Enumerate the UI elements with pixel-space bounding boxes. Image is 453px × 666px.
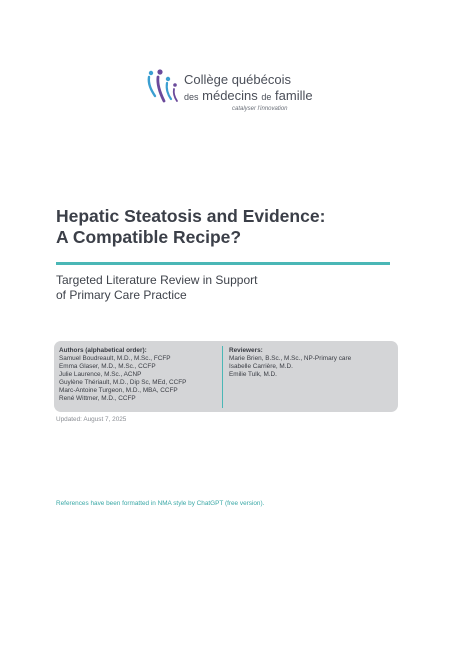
logo-word-de: de [261,92,272,102]
reviewer-item: Marie Brien, B.Sc., M.Sc., NP-Primary care [229,355,352,362]
logo-word-medecins: médecins [202,88,258,103]
reviewer-item: Emilie Tulk, M.D. [229,371,277,378]
title-line-2: A Compatible Recipe? [56,227,242,247]
title-divider [56,262,390,265]
reviewers-heading: Reviewers: [229,347,263,354]
document-title [56,206,396,248]
logo-line-2 [184,88,313,103]
reviewers-column [229,347,394,379]
subtitle-line-1: Targeted Literature Review in Support [56,273,258,287]
logo-word-des: des [184,92,199,102]
updated-date: Updated: August 7, 2025 [56,416,127,423]
subtitle-line-2: of Primary Care Practice [56,288,187,302]
document-subtitle [56,273,376,303]
author-item: Julie Laurence, M.Sc., ACNP [59,371,142,378]
reviewer-item: Isabelle Carrière, M.D. [229,363,293,370]
family-figures-logo-icon [146,68,180,108]
authors-heading: Authors (alphabetical order): [59,347,147,354]
author-item: René Wittmer, M.D., CCFP [59,395,136,402]
column-divider [222,346,223,408]
author-item: Marc-Antoine Turgeon, M.D., MBA, CCFP [59,387,178,394]
logo-tagline: catalyser l'innovation [232,106,288,112]
logo-word-famille: famille [275,88,313,103]
credits-box [54,341,398,412]
title-line-1: Hepatic Steatosis and Evidence: [56,206,326,226]
logo-line-1: Collège québécois [184,72,291,87]
author-item: Emma Glaser, M.D., M.Sc., CCFP [59,363,156,370]
references-note: References have been formatted in NMA style by ChatGPT (free version). [56,500,265,507]
author-item: Samuel Boudreault, M.D., M.Sc., FCFP [59,355,171,362]
college-logo [146,68,316,118]
authors-column [59,347,224,403]
author-item: Guylène Thériault, M.D., Dip Sc, MEd, CCFP [59,379,187,386]
